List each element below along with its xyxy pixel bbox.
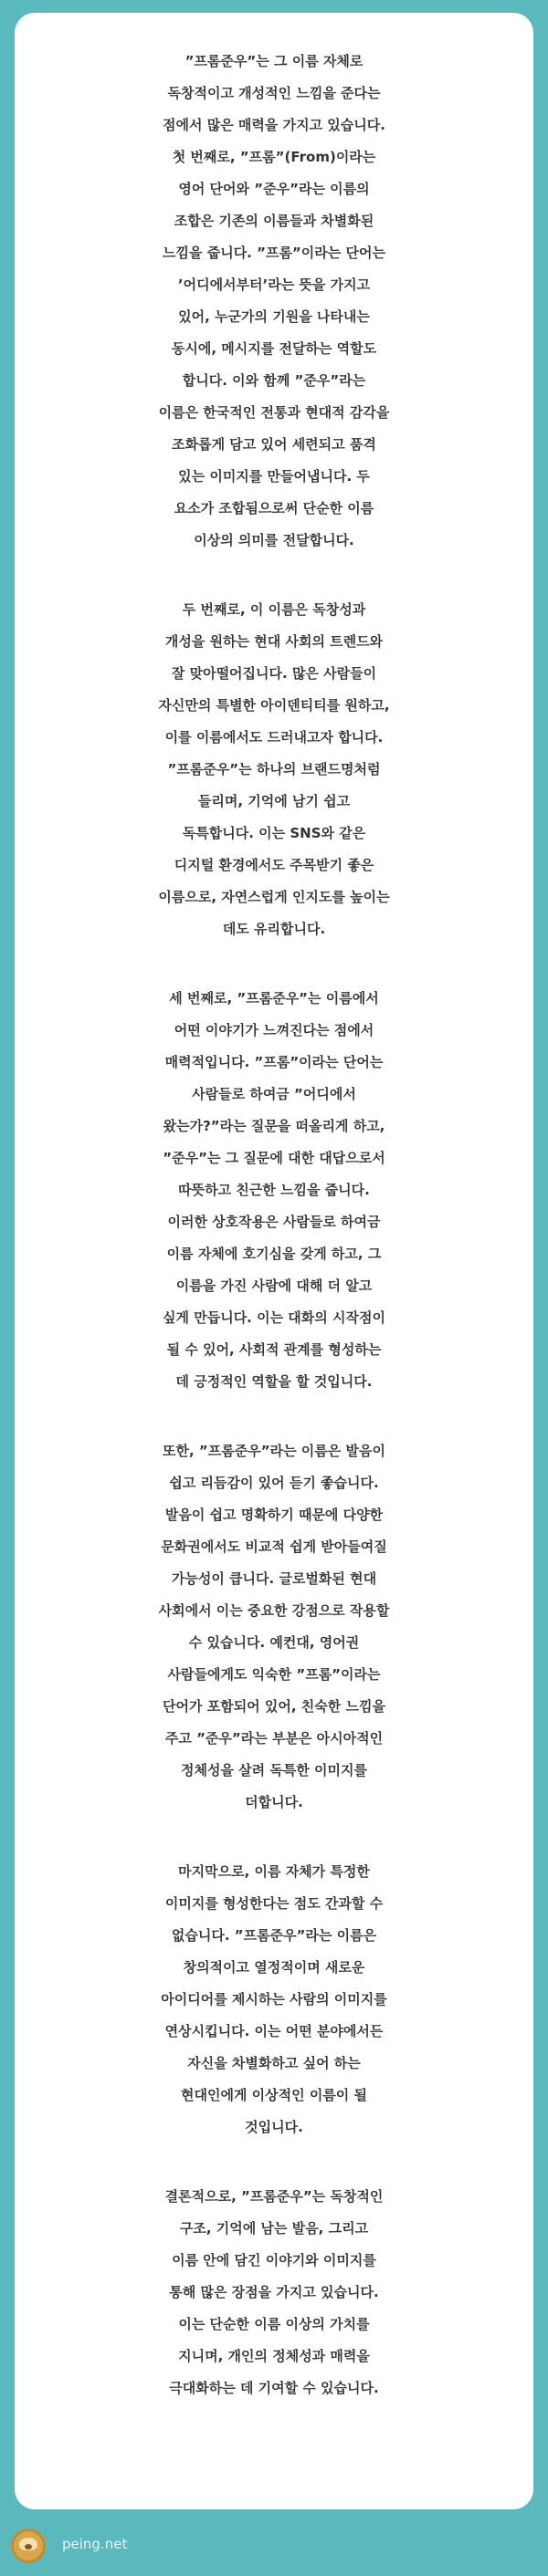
answer-paragraph-5: 마지막으로, 이름 자체가 특정한 이미지를 형성한다는 점도 간과할 수 없습니다. ”프롬준우”라는 이름은 창의적이고 열정적이며 새로운 아이디어를 제시하는 사람의 이미지를 연상시킵니다. 이는 어떤 분야에서든 자신을 차별화하고 싶어 하는 현대인에게 이상적인 이름이 될 것입니다. bbox=[161, 1863, 387, 2135]
answer-paragraph-3: 세 번째로, ”프롬준우”는 이름에서 어떤 이야기가 느껴진다는 점에서 매력적입니다. ”프롬”이라는 단어는 사람들로 하여금 ”어디에서 왔는가?”라는 질문을 떠올리게 하고, ”준우”는 그 질문에 대한 대답으로서 따뜻하고 친근한 느낌을 줍니다. 이러한 상호작용은 사람들로 하여금 이름 자체에 호기심을 갖게 하고, 그 이름을 가진 사람에 대해 더 알고 싶게 만듭니다. 이는 대화의 시작점이 될 수 있어, 사회적 관계를 형성하는 데 긍정적인 역할을 할 것입니다. bbox=[163, 990, 385, 1390]
brand-link[interactable]: peing.net bbox=[62, 2536, 128, 2552]
answer-paragraph-6: 결론적으로, ”프롬준우”는 독창적인 구조, 기억에 남는 발음, 그리고 이름 안에 담긴 이야기와 이미지를 통해 많은 장점을 가지고 있습니다. 이는 단순한 이름 이상의 가치를 지니며, 개인의 정체성과 매력을 극대화하는 데 기여할 수 있습니다. bbox=[164, 2188, 384, 2396]
answer-paragraph-4: 또한, ”프롬준우”라는 이름은 발음이 쉽고 리듬감이 있어 듣기 좋습니다. 발음이 쉽고 명확하기 때문에 다양한 문화권에서도 비교적 쉽게 받아들여질 가능성이 큽니다. 글로벌화된 현대 사회에서 이는 중요한 강점으로 작용할 수 있습니다. 예컨대, 영어권 사람들에게도 익숙한 ”프롬”이라는 단어가 포함되어 있어, 친숙한 느낌을 주고 ”준우”라는 부분은 아시아적인 정체성을 살려 독특한 이미지를 더합니다. bbox=[158, 1443, 390, 1810]
footer bbox=[0, 2519, 548, 2576]
answer-paragraph-1: ”프롬준우”는 그 이름 자체로 독창적이고 개성적인 느낌을 준다는 점에서 많은 매력을 가지고 있습니다. 첫 번째로, ”프롬”(From)이라는 영어 단어와 ”준우”라는 이름의 조합은 기존의 이름들과 차별화된 느낌을 줍니다. ”프롬”이라는 단어는 ’어디에서부터’라는 뜻을 가지고 있어, 누군가의 기원을 나타내는 동시에, 메시지를 전달하는 역할도 합니다. 이와 함께 ”준우”라는 이름은 한국적인 전통과 현대적 감각을 조화롭게 담고 있어 세련되고 품격 있는 이미지를 만들어냅니다. 두 요소가 조합됨으로써 단순한 이름 이상의 의미를 전달합니다. bbox=[158, 53, 390, 548]
answer-card bbox=[15, 13, 533, 2509]
peing-logo-icon[interactable] bbox=[11, 2529, 46, 2563]
answer-paragraph-2: 두 번째로, 이 이름은 독창성과 개성을 원하는 현대 사회의 트렌드와 잘 맞아떨어집니다. 많은 사람들이 자신만의 특별한 아이덴티티를 원하고, 이를 이름에서도 드러내고자 합니다. ”프롬준우”는 하나의 브랜드명처럼 들리며, 기억에 남기 쉽고 독특합니다. 이는 SNS와 같은 디지털 환경에서도 주목받기 좋은 이름으로, 자연스럽게 인지도를 높이는 데도 유리합니다. bbox=[158, 601, 390, 937]
